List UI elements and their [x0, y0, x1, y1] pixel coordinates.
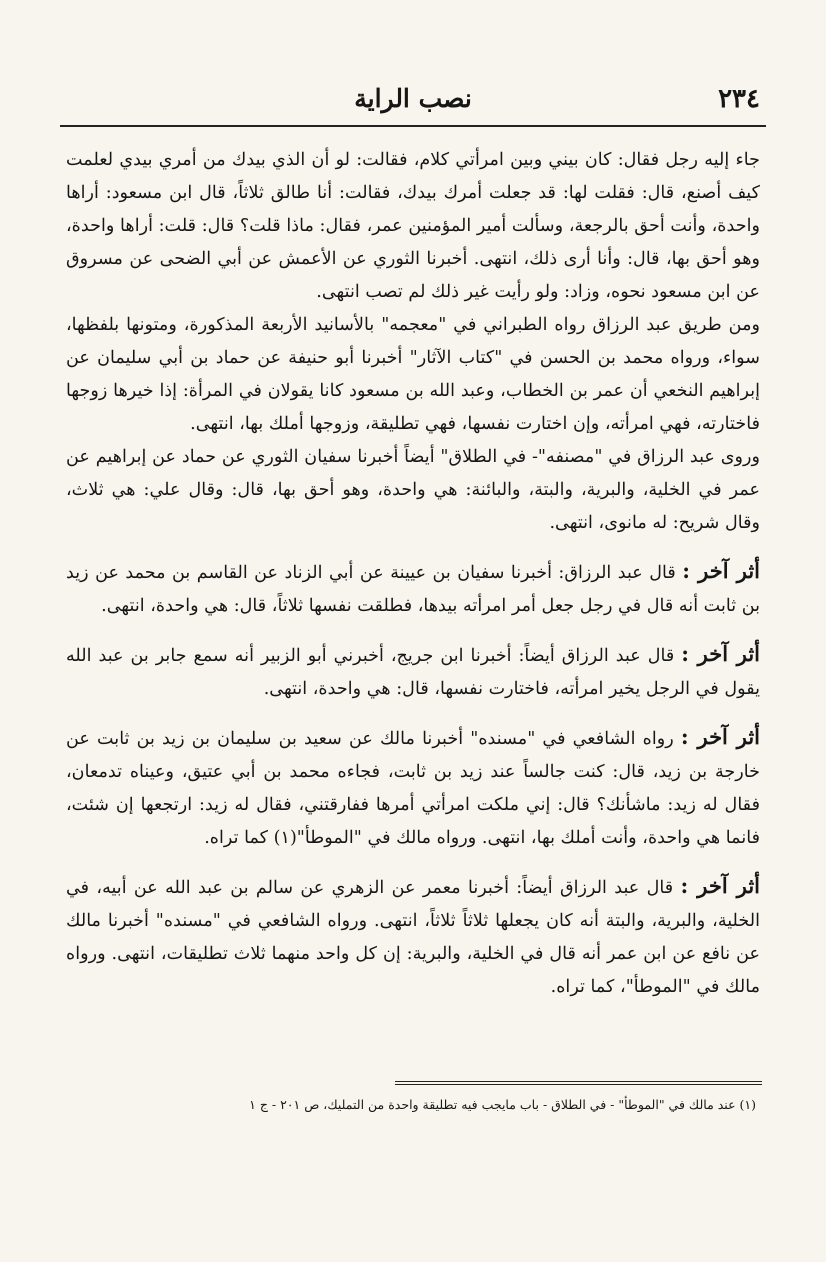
paragraph: وروى عبد الرزاق في "مصنفه"- في الطلاق" أيضاً أخبرنا سفيان الثوري عن حماد عن إبراهيم عن عمر في الخلية، والبرية، والبتة، والبائنة: هي واحدة، وهو أحق بها، قال: وقال علي: هي ثلاث، وقال شريح: له مانوى، انتهى. — [66, 447, 760, 533]
athar-paragraph — [66, 869, 760, 1004]
paragraph: جاء إليه رجل فقال: كان بيني وبين امرأتي كلام، فقالت: لو أن الذي بيدك من أمري بيدي لعلمت كيف أصنع، قال: فقلت لها: قد جعلت أمرك بيدك، فقالت: أنا طالق ثلاثاً، قال ابن مسعود: أراها واحدة، وأنت أحق بالرجعة، وسألت أمير المؤمنين عمر، فقال: ماذا قلت؟ قال: قلت: أراها واحدة، وهو أحق بها، قال: وأنا أرى ذلك، انتهى. أخبرنا الثوري عن الأعمش عن أبي الضحى عن مسروق عن ابن مسعود نحوه، وزاد: ولو رأيت غير ذلك لم تصب انتهى. — [66, 150, 760, 302]
athar-label: أثر آخر : — [682, 558, 761, 583]
footnote-rule — [395, 1081, 762, 1085]
header-rule — [60, 125, 766, 127]
athar-text: رواه الشافعي في "مسنده" أخبرنا مالك عن سعيد بن سليمان بن زيد بن ثابت عن خارجة بن زيد، قال: كنت جالساً عند زيد بن ثابت، فجاءه محمد بن أبي عتيق، وعيناه تدمعان، فقال له زيد: ماشأنك؟ قال: إني ملكت امرأتي أمرها ففارقتني، فقال له زيد: ارتجعها إن شئت، فانما هي واحدة، وأنت أملك بها، انتهى. ورواه مالك في "الموطأ"(١) كما تراه. — [66, 729, 760, 848]
athar-label: أثر آخر : — [680, 724, 761, 749]
footnote: (١) عند مالك في "الموطأ" - في الطلاق - باب مايجب فيه تطليقة واحدة من التمليك، ص ٢٠١ - ج ١ — [249, 1097, 756, 1112]
athar-text: قال عبد الرزاق أيضاً: أخبرنا معمر عن الزهري عن سالم بن عبد الله عن أبيه، في الخلية، والبرية، والبتة أنه كان يجعلها ثلاثاً ثلاثاً، انتهى. ورواه الشافعي في "مسنده" أخبرنا مالك عن نافع عن ابن عمر أنه قال في الخلية، والبرية: إن كل واحد منهما ثلاث تطليقات، انتهى. ورواه مالك في "الموطأ"، كما تراه. — [66, 878, 760, 997]
athar-paragraph — [66, 554, 760, 623]
athar-paragraph — [66, 637, 760, 706]
page-number: ٢٣٤ — [718, 84, 760, 114]
athar-paragraph — [66, 720, 760, 855]
athar-label: أثر آخر : — [680, 873, 761, 898]
running-title: نصب الراية — [354, 84, 472, 113]
athar-text: قال عبد الرزاق: أخبرنا سفيان بن عيينة عن أبي الزناد عن القاسم بن محمد عن زيد بن ثابت أنه قال في رجل جعل أمر امرأته بيدها، فطلقت نفسها ثلاثاً، قال: هي واحدة، انتهى. — [66, 563, 760, 616]
body-text — [66, 144, 760, 1004]
athar-text: قال عبد الرزاق أيضاً: أخبرنا ابن جريج، أخبرني أبو الزبير أنه سمع جابر بن عبد الله يقول في الرجل يخير امرأته، فاختارت نفسها، قال: هي واحدة، انتهى. — [66, 646, 760, 699]
paragraph: ومن طريق عبد الرزاق رواه الطبراني في "معجمه" بالأسانيد الأربعة المذكورة، ومتونها بلفظها، سواء، ورواه محمد بن الحسن في "كتاب الآثار" أخبرنا أبو حنيفة عن حماد بن أبي سليمان عن إبراهيم النخعي أن عمر بن الخطاب، وعبد الله بن مسعود كانا يقولان في المرأة: إذا خيرها زوجها فاختارته، فهي امرأته، وإن اختارت نفسها، فهي تطليقة، وزوجها أملك بها، انتهى. — [66, 315, 760, 434]
athar-label: أثر آخر : — [681, 641, 761, 666]
page-header — [60, 82, 766, 122]
